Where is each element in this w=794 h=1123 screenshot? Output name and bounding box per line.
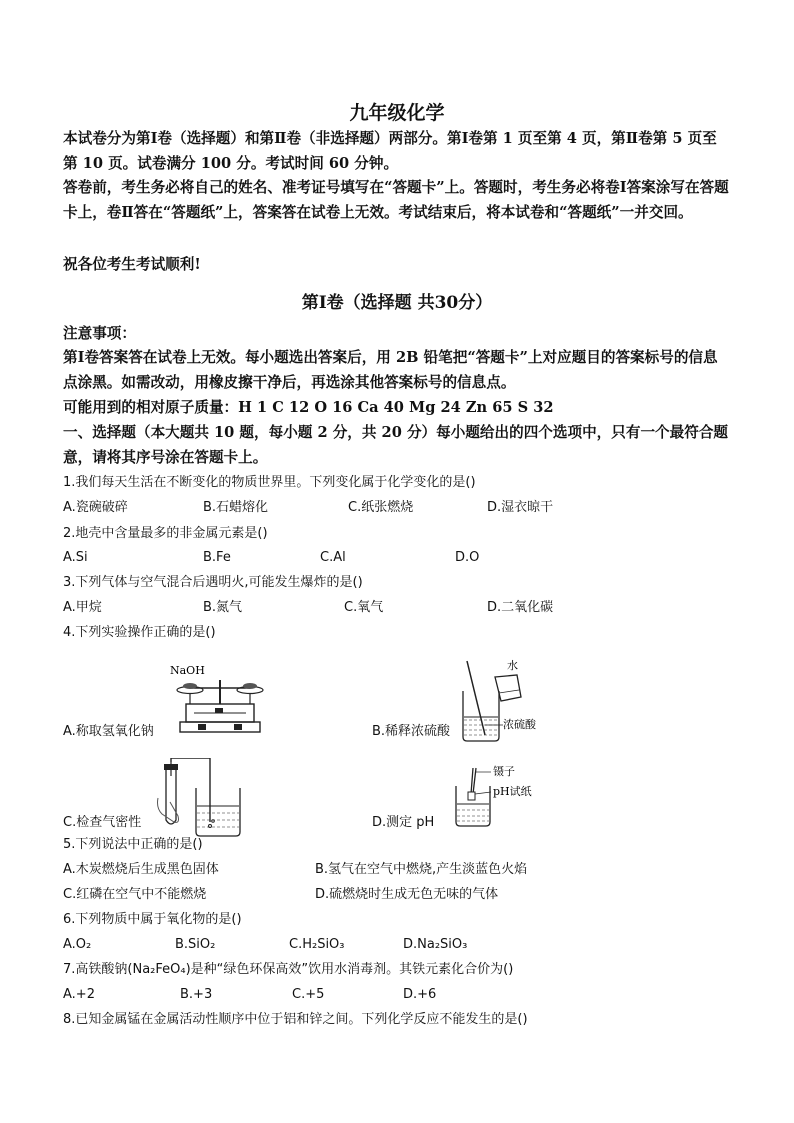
question-2-option-b: B.Fe xyxy=(203,550,231,565)
question-1-option-d: D.湿衣晾干 xyxy=(487,500,554,515)
water-label: 水 xyxy=(507,659,518,672)
question-2-option-c: C.Al xyxy=(320,550,346,565)
part-one-instructions: 一、选择题（本大题共 10 题，每小题 2 分，共 20 分）每小题给出的四个选项中，只有一个最符合题意，请将其序号涂在答题卡上。 xyxy=(63,424,729,466)
question-5-option-b: B.氢气在空气中燃烧,产生淡蓝色火焰 xyxy=(315,862,528,877)
ph-paper-label: pH试纸 xyxy=(493,785,532,798)
question-4-option-b: B.稀释浓硫酸 xyxy=(372,724,451,739)
question-1-option-b: B.石蜡熔化 xyxy=(203,500,269,515)
ph-figure xyxy=(453,764,573,830)
question-7-option-a: A.+2 xyxy=(63,987,95,1002)
question-3-option-b: B.氮气 xyxy=(203,600,243,615)
question-3-stem: 3.下列气体与空气混合后遇明火,可能发生爆炸的是() xyxy=(63,575,363,590)
acid-label: 浓硫酸 xyxy=(503,718,536,731)
question-5-option-d: D.硫燃烧时生成无色无味的气体 xyxy=(315,887,499,902)
question-2-option-d: D.O xyxy=(455,550,480,565)
question-3-option-a: A.甲烷 xyxy=(63,600,102,615)
question-8-stem: 8.已知金属锰在金属活动性顺序中位于铝和锌之间。下列化学反应不能发生的是() xyxy=(63,1012,528,1027)
question-3-option-c: C.氧气 xyxy=(344,600,384,615)
notes-text: 第Ⅰ卷答案答在试卷上无效。每小题选出答案后，用 2B 铅笔把“答题卡”上对应题目的答案标号的信息点涂黑。如需改动，用橡皮擦干净后，再选涂其他答案标号的信息点。 xyxy=(63,349,718,391)
question-7-option-c: C.+5 xyxy=(292,987,325,1002)
question-5-stem: 5.下列说法中正确的是() xyxy=(63,837,203,852)
question-4-option-d: D.测定 pH xyxy=(372,815,435,830)
notes-heading: 注意事项： xyxy=(63,325,136,342)
dilute-acid-figure xyxy=(455,655,565,745)
question-6-stem: 6.下列物质中属于氧化物的是() xyxy=(63,912,242,927)
question-4-stem: 4.下列实验操作正确的是() xyxy=(63,625,216,640)
intro-paragraph-3: 祝各位考生考试顺利! xyxy=(63,256,201,273)
question-5-option-c: C.红磷在空气中不能燃烧 xyxy=(63,887,207,902)
intro-paragraph-2: 答卷前，考生务必将自己的姓名、准考证号填写在“答题卡”上。答题时，考生务必将卷Ⅰ答案涂写在答题卡上，卷Ⅱ答在“答题纸”上，答案答在试卷上无效。考试结束后，将本试卷和“答题纸”一并交回。 xyxy=(63,179,729,221)
question-1-option-a: A.瓷碗破碎 xyxy=(63,500,128,515)
balance-figure xyxy=(160,660,270,740)
question-4-option-c: C.检查气密性 xyxy=(63,815,142,830)
intro-paragraph-1: 本试卷分为第Ⅰ卷（选择题）和第Ⅱ卷（非选择题）两部分。第Ⅰ卷第 1 页至第 4 页，第Ⅱ卷第 5 页至第 10 页。试卷满分 100 分。考试时间 60 分钟。 xyxy=(63,130,717,172)
question-4-option-a: A.称取氢氧化钠 xyxy=(63,724,154,739)
question-7-option-d: D.+6 xyxy=(403,987,437,1002)
question-6-option-b: B.SiO₂ xyxy=(175,937,216,952)
question-2-option-a: A.Si xyxy=(63,550,88,565)
question-7-stem: 7.高铁酸钠(Na₂FeO₄)是种“绿色环保高效”饮用水消毒剂。其铁元素化合价为() xyxy=(63,962,514,977)
question-1-stem: 1.我们每天生活在不断变化的物质世界里。下列变化属于化学变化的是() xyxy=(63,475,476,490)
question-6-option-d: D.Na₂SiO₃ xyxy=(403,937,468,952)
question-7-option-b: B.+3 xyxy=(180,987,213,1002)
question-2-stem: 2.地壳中含量最多的非金属元素是() xyxy=(63,526,268,541)
question-6-option-a: A.O₂ xyxy=(63,937,92,952)
section-title: 第Ⅰ卷（选择题 共30分） xyxy=(301,293,493,313)
question-6-option-c: C.H₂SiO₃ xyxy=(289,937,345,952)
atomic-masses: 可能用到的相对原子质量：H 1 C 12 O 16 Ca 40 Mg 24 Zn 65 S 32 xyxy=(63,399,554,416)
airtight-figure xyxy=(156,758,246,838)
question-5-option-a: A.木炭燃烧后生成黑色固体 xyxy=(63,862,219,877)
question-3-option-d: D.二氧化碳 xyxy=(487,600,554,615)
page-title: 九年级化学 xyxy=(349,102,445,124)
question-1-option-c: C.纸张燃烧 xyxy=(348,500,414,515)
tweezers-label: 镊子 xyxy=(493,765,515,778)
naoh-label: NaOH xyxy=(170,664,205,677)
